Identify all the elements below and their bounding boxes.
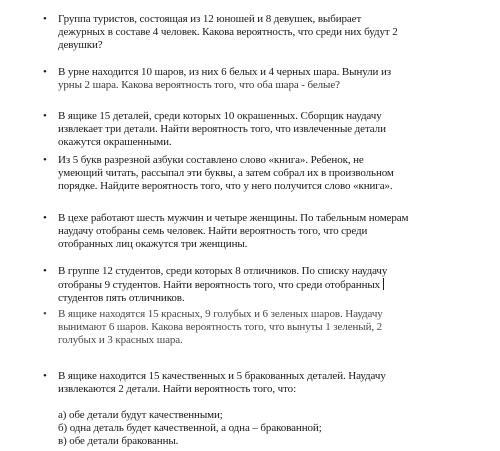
bullet: • bbox=[43, 154, 47, 166]
bullet: • bbox=[43, 110, 47, 122]
bullet: • bbox=[43, 308, 47, 320]
answer-option-a: а) обе детали будут качественными; bbox=[58, 409, 223, 421]
problem-4 bbox=[43, 154, 488, 193]
problem-line: Из 5 букв разрезной азбуки составлено слово «книга». Ребенок, не bbox=[58, 154, 364, 166]
problem-line: вынимают 6 шаров. Какова вероятность того, что вынуты 1 зеленый, 2 bbox=[58, 321, 383, 333]
problem-line: В цехе работают шесть мужчин и четыре женщины. По табельным номерам bbox=[58, 212, 409, 224]
problem-line: В ящике находится 15 качественных и 5 бракованных деталей. Наудачу bbox=[58, 370, 386, 382]
problem-line: дежурных в составе 4 человек. Какова вероятность, что среди них будут 2 bbox=[58, 26, 398, 38]
bullet: • bbox=[43, 212, 47, 224]
problem-line: отобранных лиц окажутся три женщины. bbox=[58, 238, 248, 250]
text-cursor bbox=[383, 278, 384, 290]
problem-5 bbox=[43, 212, 488, 251]
bullet: • bbox=[43, 265, 47, 277]
problem-line: Группа туристов, состоящая из 12 юношей и 8 девушек, выбирает bbox=[58, 13, 362, 25]
problem-line: В ящике находятся 15 красных, 9 голубых и 6 зеленых шаров. Наудачу bbox=[58, 308, 383, 320]
problem-line: В урне находится 10 шаров, из них 6 белых и 4 черных шара. Вынули из bbox=[58, 66, 392, 78]
problem-2 bbox=[43, 66, 488, 92]
problem-line-text: отобраны 9 студентов. Найти вероятность того, что среди отобранных bbox=[58, 279, 381, 291]
problem-line: девушки? bbox=[58, 39, 103, 51]
bullet: • bbox=[43, 370, 47, 382]
problem-line: извлекает три детали. Найти вероятность того, что извлеченные детали bbox=[58, 123, 386, 135]
problem-1 bbox=[43, 13, 488, 52]
bullet: • bbox=[43, 66, 47, 78]
problem-line: умеющий читать, рассыпал эти буквы, а затем собрал их в произвольном bbox=[58, 167, 394, 179]
answer-options bbox=[58, 409, 488, 448]
problem-line: урны 2 шара. Какова вероятность того, что оба шара - белые? bbox=[58, 79, 340, 91]
problem-line-with-cursor bbox=[58, 278, 488, 292]
answer-option-c: в) обе детали бракованны. bbox=[58, 435, 179, 447]
problem-line: наудачу отобраны семь человек. Найти вероятность того, что среди bbox=[58, 225, 368, 237]
problem-line: окажутся окрашенными. bbox=[58, 136, 172, 148]
problem-line: извлекаются 2 детали. Найти вероятность того, что: bbox=[58, 383, 297, 395]
problem-8 bbox=[43, 370, 488, 448]
bullet: • bbox=[43, 13, 47, 25]
problem-3 bbox=[43, 110, 488, 149]
problem-line: порядке. Найдите вероятность того, что у него получится слово «книга». bbox=[58, 180, 393, 192]
problem-line: В ящике 15 деталей, среди которых 10 окрашенных. Сборщик наудачу bbox=[58, 110, 382, 122]
answer-option-b: б) одна деталь будет качественной, а одна – бракованной; bbox=[58, 422, 322, 434]
problem-line: В группе 12 студентов, среди которых 8 отличников. По списку наудачу bbox=[58, 265, 388, 277]
problem-7 bbox=[43, 308, 488, 347]
problem-6 bbox=[43, 265, 488, 305]
problem-line: голубых и 3 красных шара. bbox=[58, 334, 183, 346]
problem-line: студентов пять отличников. bbox=[58, 292, 185, 304]
